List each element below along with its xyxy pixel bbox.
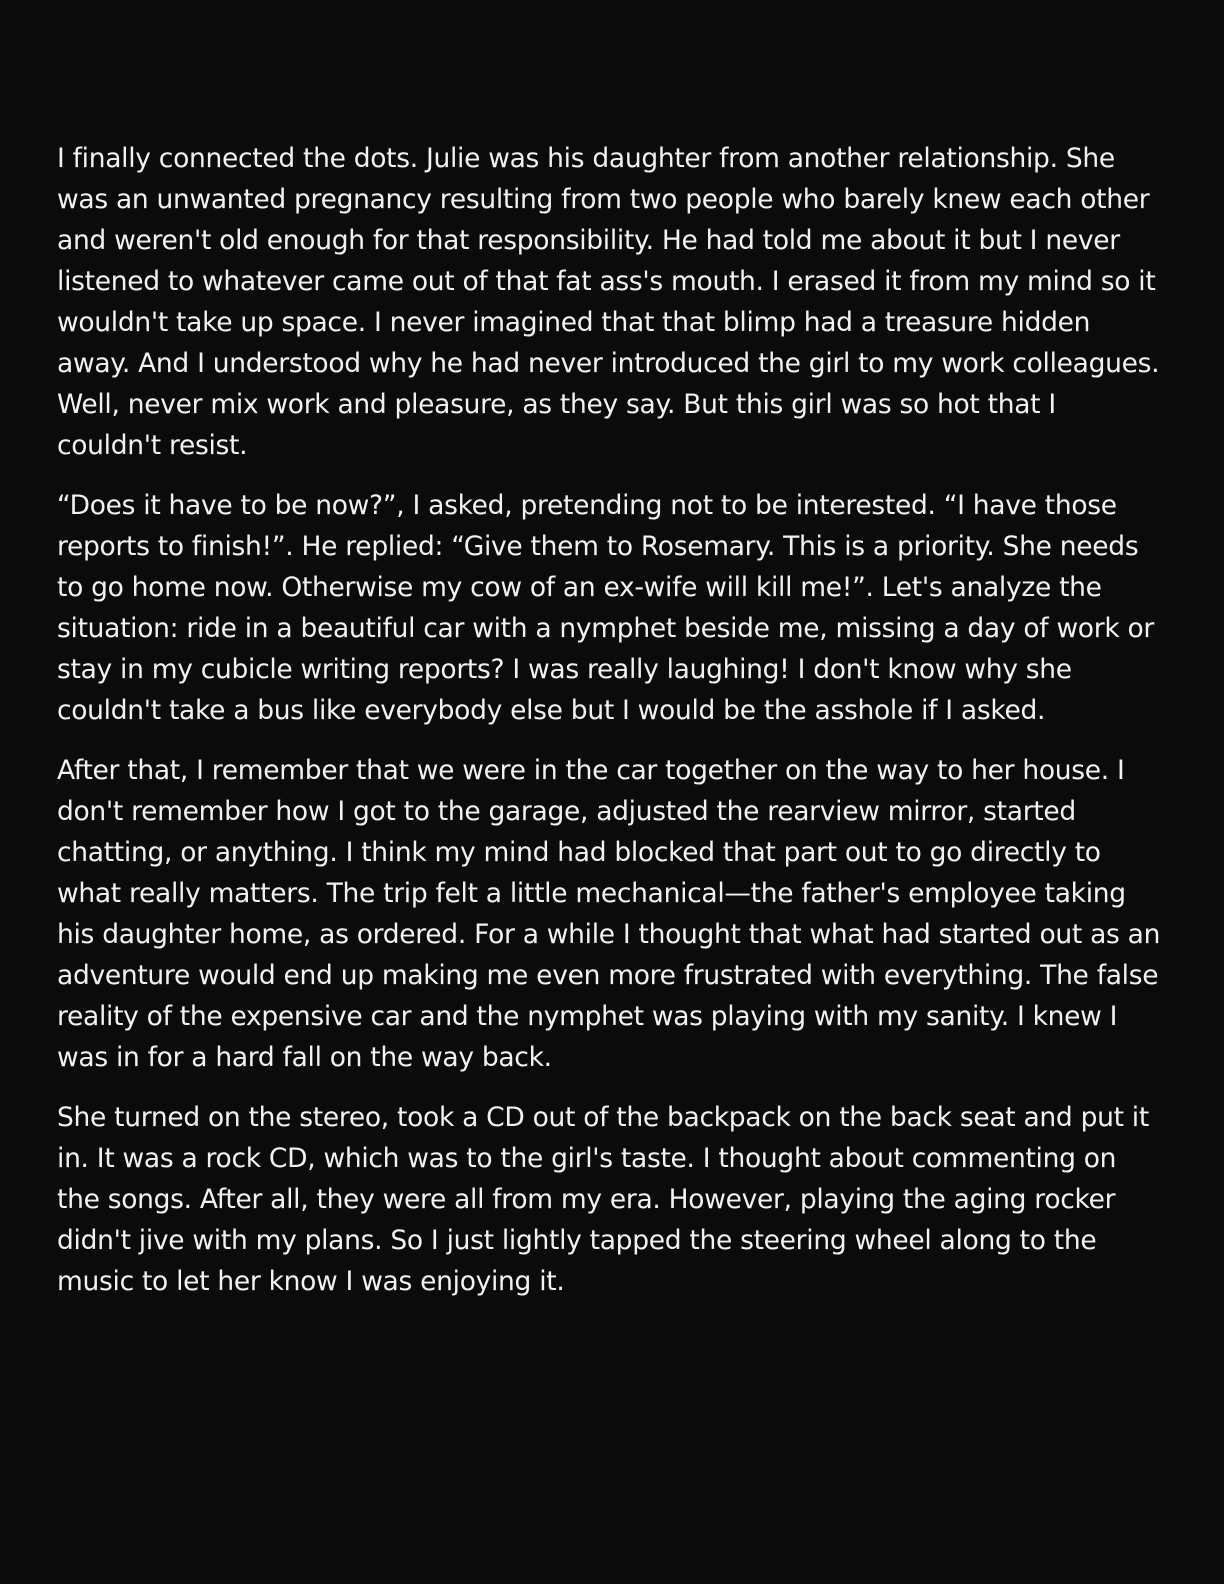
paragraph-2: “Does it have to be now?”, I asked, pretending not to be interested. “I have those reports to finish!”. He replied: “Give them to Rosemary. This is a priority. She needs to go home now. Otherwise my cow of an ex-wife will kill me!”. Let's analyze the situation: ride in a beautiful car with a nymphet beside me, missing a day of work or stay in my cubicle writing reports? I was really laughing! I don't know why she couldn't take a bus like everybody else but I would be the asshole if I asked. <box>57 490 1154 726</box>
paragraph-4: She turned on the stereo, took a CD out of the backpack on the back seat and put it in. It was a rock CD, which was to the girl's taste. I thought about commenting on the songs. After all, they were all from my era. However, playing the aging rocker didn't jive with my plans. So I just lightly tapped the steering wheel along to the music to let her know I was enjoying it. <box>57 1102 1149 1297</box>
document-body <box>57 138 1162 1302</box>
paragraph-1: I finally connected the dots. Julie was his daughter from another relationship. She was an unwanted pregnancy resulting from two people who barely knew each other and weren't old enough for that responsibility. He had told me about it but I never listened to whatever came out of that fat ass's mouth. I erased it from my mind so it wouldn't take up space. I never imagined that that blimp had a treasure hidden away. And I understood why he had never introduced the girl to my work colleagues. Well, never mix work and pleasure, as they say. But this girl was so hot that I couldn't resist. <box>57 143 1160 461</box>
paragraph-3: After that, I remember that we were in the car together on the way to her house. I don't remember how I got to the garage, adjusted the rearview mirror, started chatting, or anything. I think my mind had blocked that part out to go directly to what really matters. The trip felt a little mechanical—the father's employee taking his daughter home, as ordered. For a while I thought that what had started out as an adventure would end up making me even more frustrated with everything. The false reality of the expensive car and the nymphet was playing with my sanity. I knew I was in for a hard fall on the way back. <box>57 755 1161 1073</box>
